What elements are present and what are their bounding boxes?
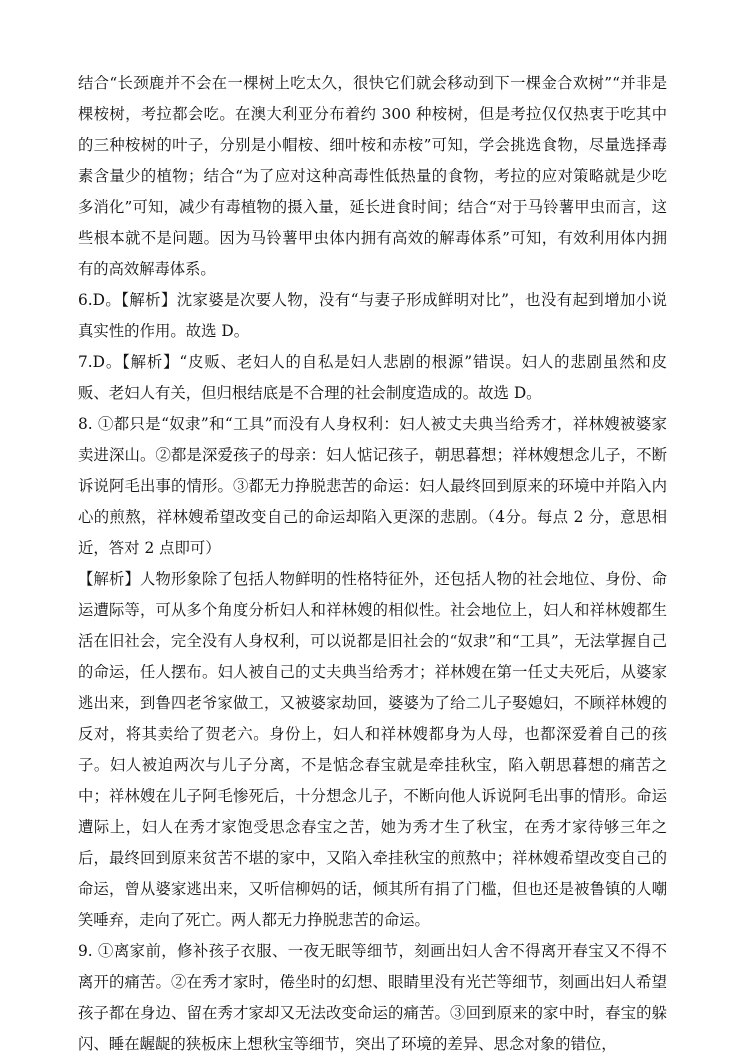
- answer-6: 6.D。【解析】沈家婆是次要人物，没有“与妻子形成鲜明对比”，也没有起到增加小说真实性的作用。故选 D。: [78, 291, 667, 340]
- answer-7: 7.D。【解析】“皮贩、老妇人的自私是妇人悲剧的根源”错误。妇人的悲剧虽然和皮贩、老妇人有关，但归根结底是不合理的社会制度造成的。故选 D。: [78, 353, 667, 402]
- answer-5-continued: 结合“长颈鹿并不会在一棵树上吃太久，很快它们就会移动到下一棵金合欢树”“并非是棵桉树，考拉都会吃。在澳大利亚分布着约 300 种桉树，但是考拉仅仅热衷于吃其中的三种桉树的叶子，分别是小帽桉、细叶桉和赤桉”可知，学会挑选食物，尽量选择毒素含量少的植物；结合“为了应对这种高毒性低热量的食物，考拉的应对策略就是少吃多消化”可知，减少有毒植物的摄入量，延长进食时间；结合“对于马铃薯甲虫而言，这些根本就不是问题。因为马铃薯甲虫体内拥有高效的解毒体系”可知，有效利用体内拥有的高效解毒体系。: [78, 74, 667, 278]
- answer-8-analysis: 【解析】人物形象除了包括人物鲜明的性格特征外，还包括人物的社会地位、身份、命运遭际等，可从多个角度分析妇人和祥林嫂的相似性。社会地位上，妇人和祥林嫂都生活在旧社会，完全没有人身权利，可以说都是旧社会的“奴隶”和“工具”，无法掌握自己的命运，任人摆布。妇人被自己的丈夫典当给秀才；祥林嫂在第一任丈夫死后，从婆家逃出来，到鲁四老爷家做工，又被婆家劫回，婆婆为了给二儿子娶媳妇，不顾祥林嫂的反对，将其卖给了贺老六。身份上，妇人和祥林嫂都身为人母，也都深爱着自己的孩子。妇人被迫两次与儿子分离，不是惦念春宝就是牵挂秋宝，陷入朝思暮想的痛苦之中；祥林嫂在儿子阿毛惨死后，十分想念儿子，不断向他人诉说阿毛出事的情形。命运遭际上，妇人在秀才家饱受思念春宝之苦，她为秀才生了秋宝，在秀才家待够三年之后，最终回到原来贫苦不堪的家中，又陷入牵挂秋宝的煎熬中；祥林嫂希望改变自己的命运，曾从婆家逃出来，又听信柳妈的话，倾其所有捐了门槛，但也还是被鲁镇的人嘲笑唾弃，走向了死亡。两人都无力挣脱悲苦的命运。: [78, 570, 667, 929]
- answer-9: 9. ①离家前，修补孩子衣服、一夜无眠等细节，刻画出妇人舍不得离开春宝又不得不离开的痛苦。②在秀才家时，倦坐时的幻想、眼睛里没有光芒等细节，刻画出妇人希望孩子都在身边、留在秀才家却又无法改变命运的痛苦。③回到原来的家中时，春宝的躲闪、睡在龌龊的狭板床上想秋宝等细节，突出了环境的差异、思念对象的错位，: [78, 942, 667, 1053]
- answer-8: 8. ①都只是“奴隶”和“工具”而没有人身权利：妇人被丈夫典当给秀才，祥林嫂被婆家卖进深山。②都是深爱孩子的母亲：妇人惦记孩子，朝思暮想；祥林嫂想念儿子，不断诉说阿毛出事的情形。③都无力挣脱悲苦的命运：妇人最终回到原来的环境中并陷入内心的煎熬，祥林嫂希望改变自己的命运却陷入更深的悲剧。（4分。每点 2 分，意思相近，答对 2 点即可）: [78, 415, 667, 557]
